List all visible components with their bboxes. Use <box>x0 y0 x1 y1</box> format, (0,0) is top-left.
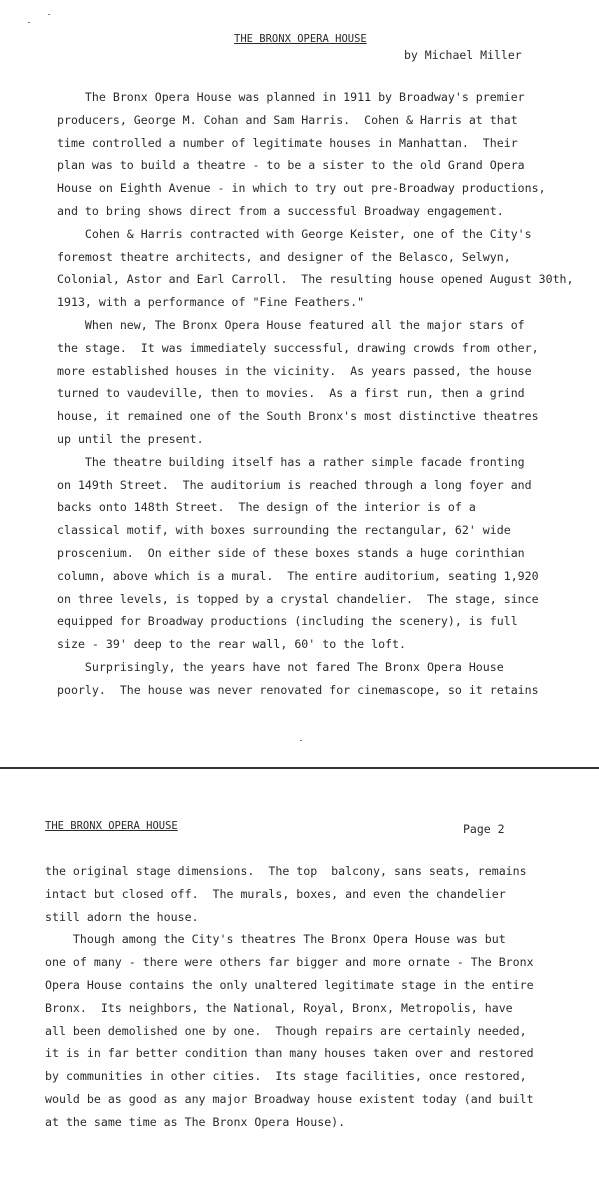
text-line: Cohen & Harris contracted with George Keister, one of the City's <box>57 226 532 241</box>
document-page-2 <box>0 780 599 1200</box>
text-line: 1913, with a performance of "Fine Feathers." <box>57 295 365 310</box>
page-divider <box>0 767 599 769</box>
text-line: The theatre building itself has a rather simple facade fronting <box>57 454 525 469</box>
scan-speck <box>28 22 30 23</box>
text-line: turned to vaudeville, then to movies. As a first run, then a grind <box>57 386 525 401</box>
text-line: on 149th Street. The auditorium is reached through a long foyer and <box>57 477 532 492</box>
text-line: The Bronx Opera House was planned in 1911 by Broadway's premier <box>57 90 525 104</box>
text-line: still adorn the house. <box>45 909 199 924</box>
text-line: Bronx. Its neighbors, the National, Royal, Bronx, Metropolis, have <box>45 1000 513 1015</box>
text-line: at the same time as The Bronx Opera House). <box>45 1114 346 1129</box>
text-line: plan was to build a theatre - to be a sister to the old Grand Opera <box>57 158 525 173</box>
text-line: by communities in other cities. Its stage facilities, once restored, <box>45 1069 527 1084</box>
text-line: Opera House contains the only unaltered legitimate stage in the entire <box>45 977 534 992</box>
page-number: Page 2 <box>463 822 505 836</box>
text-line: one of many - there were others far bigger and more ornate - The Bronx <box>45 955 534 970</box>
text-line: house, it remained one of the South Bronx's most distinctive theatres <box>57 409 539 424</box>
text-line: column, above which is a mural. The entire auditorium, seating 1,920 <box>57 568 539 583</box>
page-2-body <box>45 860 545 1134</box>
text-line: it is in far better condition than many houses taken over and restored <box>45 1046 534 1061</box>
text-line: intact but closed off. The murals, boxes, and even the chandelier <box>45 886 506 901</box>
text-line: Colonial, Astor and Earl Carroll. The resulting house opened August 30th, <box>57 272 574 287</box>
text-line: classical motif, with boxes surrounding the rectangular, 62' wide <box>57 523 511 538</box>
text-line: the original stage dimensions. The top balcony, sans seats, remains <box>45 864 527 878</box>
text-line: time controlled a number of legitimate houses in Manhattan. Their <box>57 135 518 150</box>
text-line: foremost theatre architects, and designer of the Belasco, Selwyn, <box>57 249 511 264</box>
text-line: equipped for Broadway productions (including the scenery), is full <box>57 614 518 629</box>
author-byline: by Michael Miller <box>404 48 522 62</box>
text-line: poorly. The house was never renovated for cinemascope, so it retains <box>57 682 539 697</box>
text-line: and to bring shows direct from a successful Broadway engagement. <box>57 203 504 218</box>
text-line: When new, The Bronx Opera House featured all the major stars of <box>57 317 525 332</box>
text-line: Surprisingly, the years have not fared The Bronx Opera House <box>57 659 504 674</box>
running-header: THE BRONX OPERA HOUSE <box>45 820 178 832</box>
text-line: would be as good as any major Broadway house existent today (and built <box>45 1091 534 1106</box>
scan-speck <box>300 740 302 741</box>
text-line: Though among the City's theatres The Bronx Opera House was but <box>45 932 506 947</box>
text-line: more established houses in the vicinity. As years passed, the house <box>57 363 532 378</box>
text-line: backs onto 148th Street. The design of the interior is of a <box>57 500 476 515</box>
text-line: up until the present. <box>57 431 204 446</box>
text-line: House on Eighth Avenue - in which to try out pre-Broadway productions, <box>57 181 546 196</box>
text-line: the stage. It was immediately successful, drawing crowds from other, <box>57 340 539 355</box>
text-line: on three levels, is topped by a crystal chandelier. The stage, since <box>57 591 539 606</box>
page-1-body <box>57 86 574 702</box>
text-line: proscenium. On either side of these boxes stands a huge corinthian <box>57 545 525 560</box>
document-title: THE BRONX OPERA HOUSE <box>234 33 367 45</box>
scan-speck <box>48 14 50 15</box>
text-line: all been demolished one by one. Though repairs are certainly needed, <box>45 1023 527 1038</box>
text-line: size - 39' deep to the rear wall, 60' to the loft. <box>57 637 407 652</box>
text-line: producers, George M. Cohan and Sam Harris. Cohen & Harris at that <box>57 112 518 127</box>
